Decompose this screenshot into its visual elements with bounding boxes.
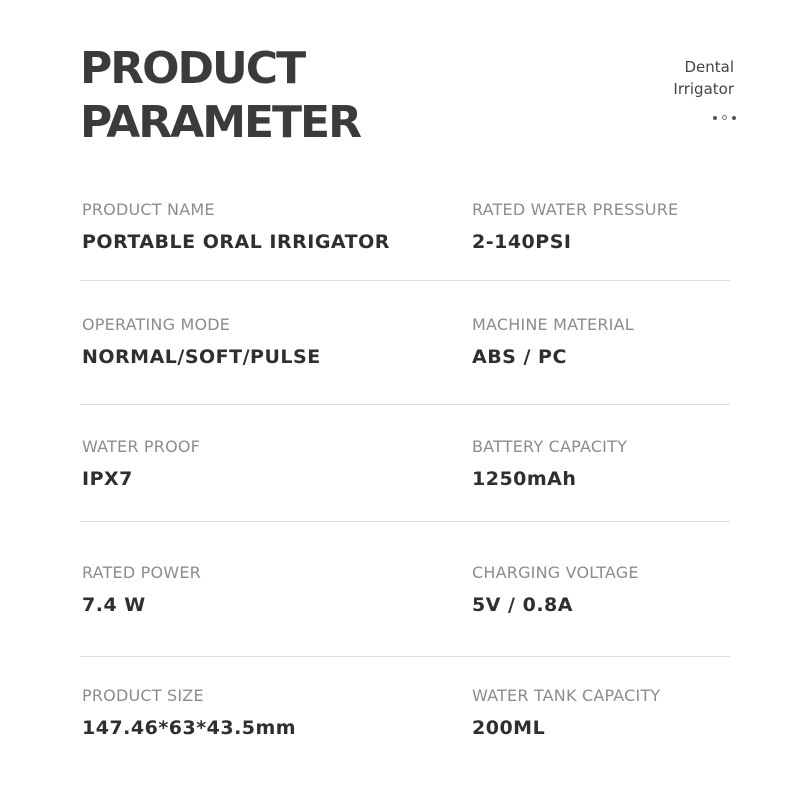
param-value: 147.46*63*43.5mm bbox=[82, 717, 297, 739]
dot-icon bbox=[713, 116, 717, 120]
param-label: RATED POWER bbox=[82, 563, 201, 582]
param-value: NORMAL/SOFT/PULSE bbox=[82, 346, 321, 368]
page-title bbox=[80, 42, 360, 150]
param-cell bbox=[82, 437, 200, 491]
title-line-1: PRODUCT bbox=[80, 43, 305, 94]
param-value: 7.4 W bbox=[82, 594, 146, 616]
row-divider bbox=[80, 280, 730, 281]
param-label: BATTERY CAPACITY bbox=[472, 437, 628, 456]
row-divider bbox=[80, 404, 730, 405]
dot-icon bbox=[732, 116, 736, 120]
param-cell bbox=[472, 200, 678, 254]
param-cell bbox=[82, 563, 201, 617]
title-line-2: PARAMETER bbox=[80, 97, 360, 148]
product-category bbox=[673, 56, 734, 100]
dot-ring-icon bbox=[722, 115, 727, 120]
param-cell bbox=[472, 563, 639, 617]
param-value: 5V / 0.8A bbox=[472, 594, 573, 616]
param-value: 2-140PSI bbox=[472, 231, 572, 253]
param-label: RATED WATER PRESSURE bbox=[472, 200, 679, 219]
param-value: IPX7 bbox=[82, 468, 133, 490]
row-divider bbox=[80, 656, 730, 657]
param-cell bbox=[82, 200, 390, 254]
pagination-dots bbox=[713, 115, 736, 120]
param-value: 1250mAh bbox=[472, 468, 577, 490]
category-line-1: Dental bbox=[684, 58, 734, 76]
param-label: CHARGING VOLTAGE bbox=[472, 563, 639, 582]
param-label: OPERATING MODE bbox=[82, 315, 231, 334]
param-cell bbox=[82, 315, 321, 369]
param-cell bbox=[472, 315, 634, 369]
param-cell bbox=[82, 686, 296, 740]
param-label: MACHINE MATERIAL bbox=[472, 315, 634, 334]
param-label: PRODUCT SIZE bbox=[82, 686, 204, 705]
param-cell bbox=[472, 686, 660, 740]
category-line-2: Irrigator bbox=[673, 80, 734, 98]
param-label: WATER PROOF bbox=[82, 437, 201, 456]
param-cell bbox=[472, 437, 627, 491]
row-divider bbox=[80, 521, 730, 522]
param-label: PRODUCT NAME bbox=[82, 200, 215, 219]
param-value: 200ML bbox=[472, 717, 546, 739]
param-label: WATER TANK CAPACITY bbox=[472, 686, 661, 705]
param-value: PORTABLE ORAL IRRIGATOR bbox=[82, 231, 390, 253]
param-value: ABS / PC bbox=[472, 346, 567, 368]
